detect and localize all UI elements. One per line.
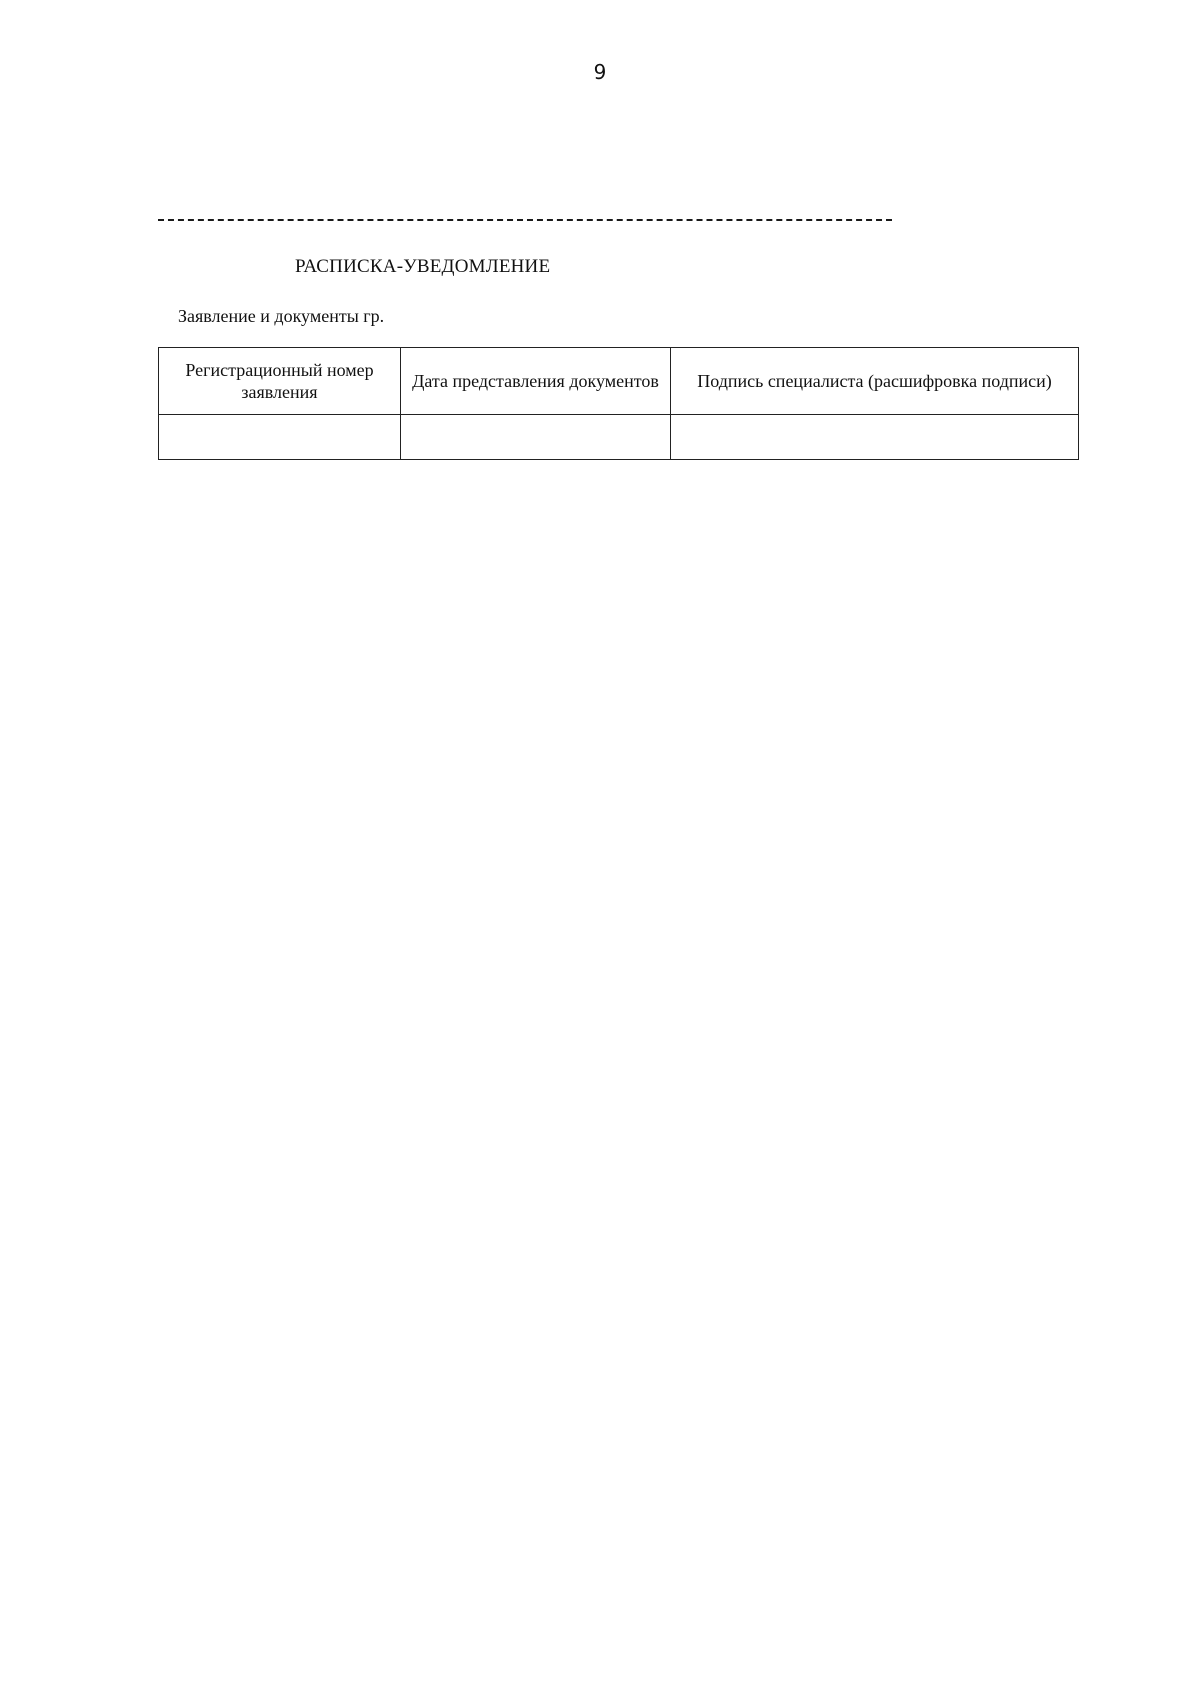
table-header-row bbox=[159, 348, 1079, 415]
receipt-table bbox=[158, 347, 1079, 460]
intro-text: Заявление и документы гр. bbox=[178, 306, 385, 326]
cell-specialist-signature bbox=[671, 415, 1079, 460]
document-title: РАСПИСКА-УВЕДОМЛЕНИЕ bbox=[295, 256, 551, 277]
table-row bbox=[159, 415, 1079, 460]
header-submission-date: Дата представления документов bbox=[401, 348, 671, 415]
page-number: 9 bbox=[593, 60, 607, 84]
header-registration-number: Регистрационный номер заявления bbox=[159, 348, 401, 415]
cell-registration-number bbox=[159, 415, 401, 460]
cell-submission-date bbox=[401, 415, 671, 460]
cut-line bbox=[158, 219, 892, 221]
header-specialist-signature: Подпись специалиста (расшифровка подписи) bbox=[671, 348, 1079, 415]
